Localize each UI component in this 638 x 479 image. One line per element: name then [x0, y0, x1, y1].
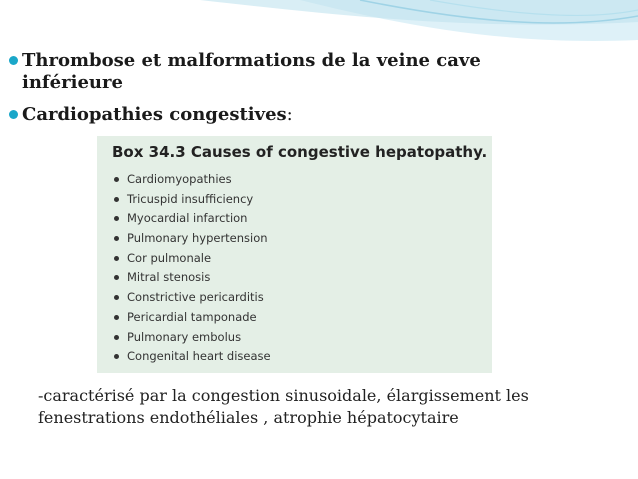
- bullet-text: Thrombose et malformations de la veine cave inférieure: [22, 50, 481, 93]
- bullet-dot-icon: [9, 110, 18, 119]
- bullet-thrombose: [22, 50, 542, 94]
- list-item: Cardiomyopathies: [111, 170, 271, 190]
- causes-list: [111, 170, 271, 367]
- list-item: Mitral stenosis: [111, 268, 271, 288]
- list-item: Pericardial tamponade: [111, 308, 271, 328]
- list-item: Pulmonary hypertension: [111, 229, 271, 249]
- bullet-text: Cardiopathies congestives: [22, 104, 287, 125]
- bullet-cardiopathies: [22, 104, 293, 126]
- list-item: Congenital heart disease: [111, 347, 271, 367]
- bullet-suffix: :: [286, 104, 293, 125]
- list-item: Constrictive pericarditis: [111, 288, 271, 308]
- list-item: Cor pulmonale: [111, 249, 271, 269]
- bullet-dot-icon: [9, 56, 18, 65]
- box-title: Box 34.3 Causes of congestive hepatopathy.: [112, 143, 488, 161]
- list-item: Tricuspid insufficiency: [111, 190, 271, 210]
- causes-box: [97, 136, 492, 373]
- list-item: Myocardial infarction: [111, 209, 271, 229]
- description-note: -caractérisé par la congestion sinusoidale, élargissement les fenestrations endothéliales , atrophie hépatocytaire: [38, 386, 529, 427]
- list-item: Pulmonary embolus: [111, 328, 271, 348]
